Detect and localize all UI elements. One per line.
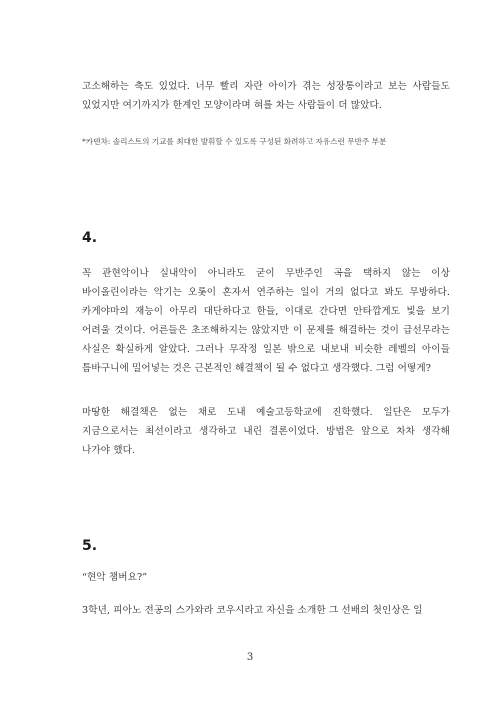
footnote-cadenza: *카덴차: 솔리스트의 기교를 최대한 발휘할 수 있도록 구성된 화려하고 자유스런 무반주 부분 [82,137,387,146]
section-heading-4: 4. [82,230,98,246]
paragraph-sugawara: 3학년, 피아노 전공의 스가와라 코우시라고 자신을 소개한 그 선배의 첫인상은 일 [82,605,423,616]
paragraph-solution: 마땅한 해결책은 없는 채로 도내 예술고등학교에 진학했다. 일단은 모두가 지금으로서는 최선이라고 생각하고 내린 결론이었다. 방법은 앞으로 차차 생각해 나가야 했다. [82,407,450,456]
section-heading-5: 5. [82,538,98,554]
paragraph-continuation: 고소해하는 축도 있었다. 너무 빨리 자란 아이가 겪는 성장통이라고 보는 사람들도 있었지만 여기까지가 한계인 모양이라며 혀를 차는 사람들이 더 많았다. [82,81,450,111]
dialogue-line: “현악 챔버요?” [82,572,148,583]
paragraph-violin: 꼭 관현악이나 실내악이 아니라도 굳이 무반주인 곡을 택하지 않는 이상 바이올린이라는 악기는 오롯이 혼자서 연주하는 일이 거의 없다고 봐도 무방하다. 카게야마의 재능이 아무리 대단하다고 한들, 이대로 간다면 안타깝게도 빛을 보기 어려울 것이다. 어른들은 초조해하지는 않았지만 이 문제를 해결하는 것이 급선무라는 사실은 확실하게 알았다. 그러나 무작정 일본 밖으로 내보내 비슷한 레벨의 아이들 틈바구니에 밀어넣는 것은 근본적인 해결책이 될 수 없다고 생각했다. 그럼 어떻게? [82,268,450,374]
page-number: 3 [246,652,254,663]
